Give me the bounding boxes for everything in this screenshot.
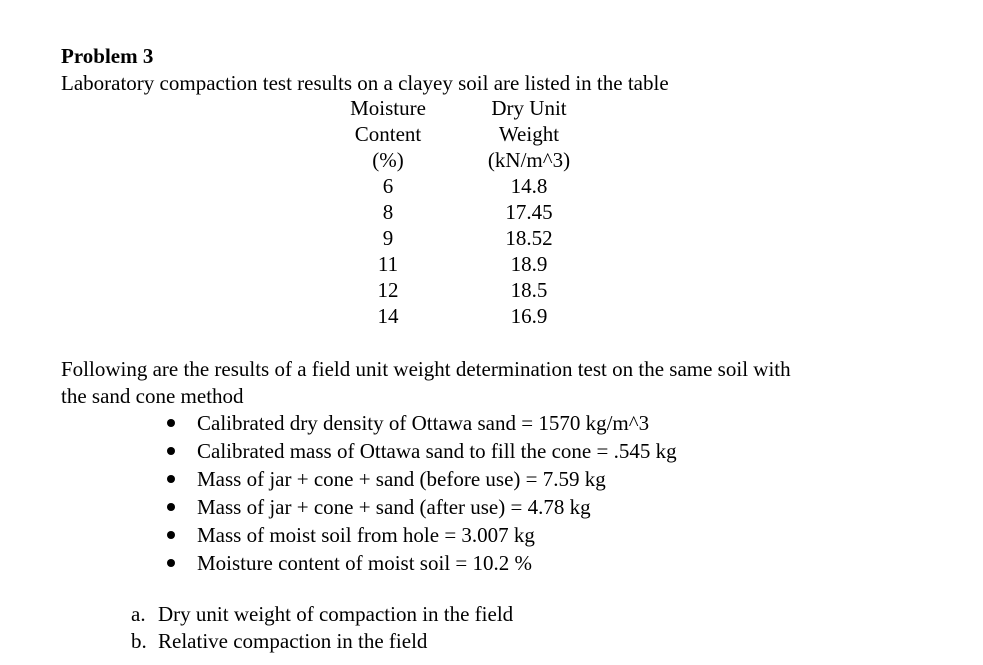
question-marker: a.	[131, 602, 146, 626]
table-cell: 8	[382, 200, 394, 224]
field-test-intro-line-1: Following are the results of a field unit weight determination test on the same soil with	[61, 357, 791, 381]
bullet-icon	[167, 531, 175, 539]
list-item-text: Moisture content of moist soil = 10.2 %	[197, 551, 532, 575]
table-header-cell: Weight	[498, 122, 560, 146]
list-item-text: Mass of jar + cone + sand (before use) = 7.59 kg	[197, 467, 606, 491]
bullet-icon	[167, 419, 175, 427]
table-header-cell: (kN/m^3)	[487, 148, 571, 172]
bullet-icon	[167, 475, 175, 483]
list-item-text: Calibrated dry density of Ottawa sand = 1570 kg/m^3	[197, 411, 650, 435]
table-cell: 6	[382, 174, 394, 198]
list-item-text: Mass of jar + cone + sand (after use) = 4.78 kg	[197, 495, 591, 519]
problem-title: Problem 3	[61, 44, 154, 68]
field-test-intro-line-2: the sand cone method	[61, 384, 244, 408]
table-cell: 14	[377, 304, 399, 328]
table-cell: 9	[382, 226, 394, 250]
table-cell: 16.9	[510, 304, 548, 328]
table-header-cell: Content	[354, 122, 422, 146]
bullet-icon	[167, 503, 175, 511]
bullet-icon	[167, 559, 175, 567]
table-column-moisture	[328, 98, 448, 338]
table-header-cell: Moisture	[350, 96, 426, 120]
table-cell: 17.45	[505, 200, 553, 224]
table-cell: 18.5	[510, 278, 548, 302]
table-cell: 18.9	[510, 252, 548, 276]
problem-intro: Laboratory compaction test results on a clayey soil are listed in the table	[61, 71, 669, 95]
table-cell: 12	[377, 278, 399, 302]
table-cell: 11	[377, 252, 399, 276]
table-header-cell: (%)	[372, 148, 404, 172]
table-header-cell: Dry Unit	[491, 96, 567, 120]
table-cell: 14.8	[510, 174, 548, 198]
list-item-text: Calibrated mass of Ottawa sand to fill the cone = .545 kg	[197, 439, 677, 463]
question-text: Relative compaction in the field	[158, 629, 428, 653]
question-text: Dry unit weight of compaction in the field	[158, 602, 514, 626]
bullet-icon	[167, 447, 175, 455]
table-column-dry-unit-weight	[469, 98, 589, 338]
list-item-text: Mass of moist soil from hole = 3.007 kg	[197, 523, 535, 547]
question-marker: b.	[131, 629, 147, 653]
table-cell: 18.52	[505, 226, 553, 250]
